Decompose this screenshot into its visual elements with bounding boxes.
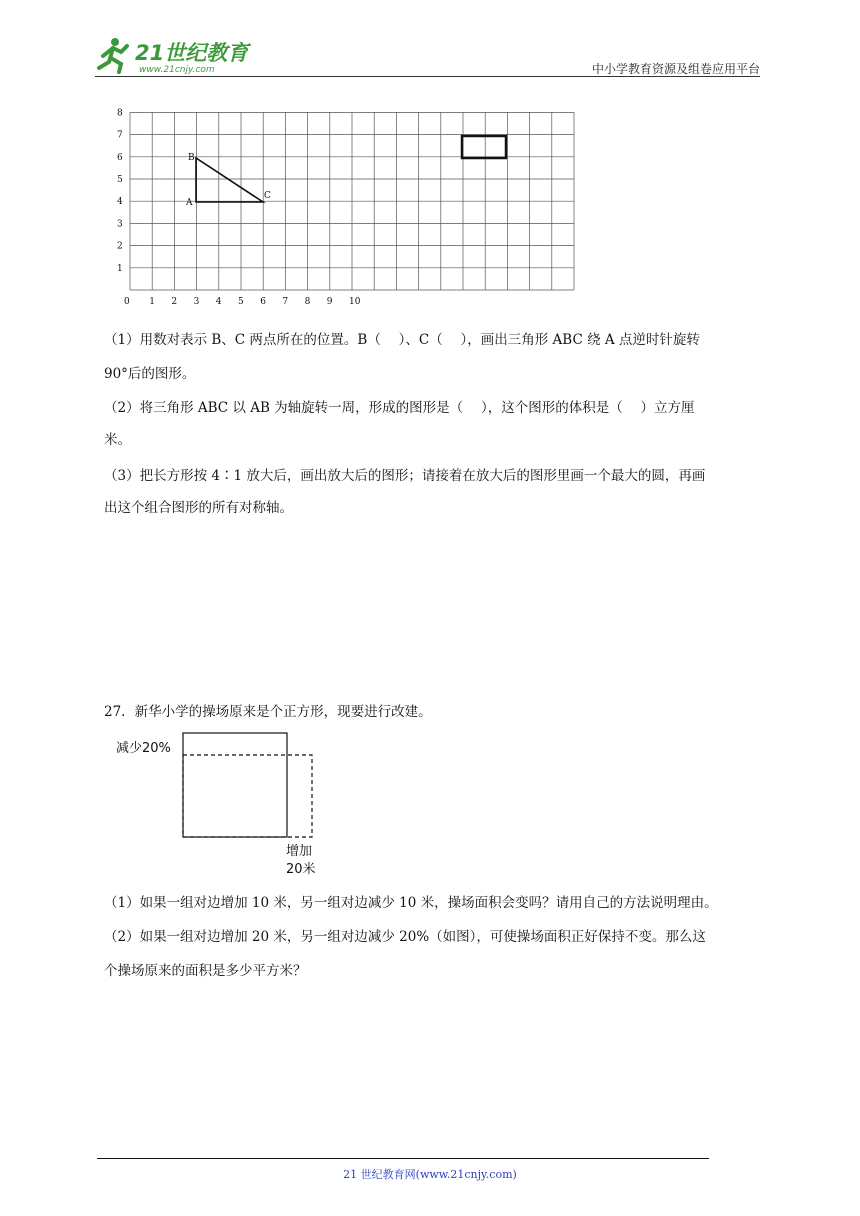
point-label-a: A [186, 198, 193, 208]
q26-part3-line1: （3）把长方形按 4∶1 放大后，画出放大后的图形；请接着在放大后的图形里画一个最大的圆，再画 [104, 468, 706, 484]
y-tick-label: 8 [117, 108, 123, 119]
y-axis-ticks [117, 108, 123, 273]
triangle-abc [196, 158, 263, 202]
x-tick-label: 3 [193, 297, 200, 307]
q26-part1-line2: 90°后的图形。 [104, 366, 196, 382]
x-tick-label: 7 [282, 297, 289, 307]
y-tick-label: 3 [117, 219, 123, 230]
label-increase-2: 20米 [286, 862, 316, 877]
original-square [183, 733, 287, 837]
x-tick-label: 4 [215, 297, 222, 307]
label-reduce: 减少20% [116, 741, 171, 756]
label-increase-1: 增加 [286, 844, 313, 859]
q26-part1-line1: （1）用数对表示 B、C 两点所在的位置。B（ ）、C（ ），画出三角形 ABC 绕 A 点逆时针旋转 [104, 332, 700, 348]
logo-main-text: 21世纪教育 [135, 41, 249, 65]
x-tick-label: 5 [238, 297, 244, 307]
runner-icon [99, 38, 127, 72]
point-label-b: B [188, 153, 195, 163]
page-header [95, 30, 760, 78]
q27-part1: （1）如果一组对边增加 10 米，另一组对边减少 10 米，操场面积会变吗？请用自己的方法说明理由。 [104, 895, 718, 911]
x-tick-label: 9 [326, 297, 333, 307]
x-tick-label: 8 [304, 297, 311, 307]
footer-text: 21 世纪教育网(www.21cnjy.com) [343, 1168, 517, 1181]
y-tick-label: 5 [117, 175, 123, 185]
point-label-c: C [264, 191, 271, 201]
footer-divider [97, 1158, 709, 1159]
playground-diagram [116, 725, 326, 880]
q26-part2-line1: （2）将三角形 ABC 以 AB 为轴旋转一周，形成的图形是（ ），这个图形的体积是（ ）立方厘 [104, 400, 695, 416]
x-tick-label: 6 [260, 297, 266, 307]
q26-part3-line2: 出这个组合图形的所有对称轴。 [104, 500, 293, 516]
coordinate-grid [108, 105, 578, 310]
x-tick-label: 10 [349, 297, 361, 307]
y-tick-label: 7 [117, 130, 123, 141]
modified-rectangle [183, 755, 312, 837]
q27-title: 27．新华小学的操场原来是个正方形，现要进行改建。 [104, 704, 432, 720]
x-tick-label: 1 [149, 297, 155, 307]
y-tick-label: 1 [117, 263, 123, 274]
y-tick-label: 6 [117, 152, 123, 163]
header-divider [95, 76, 760, 77]
x-tick-label: 0 [124, 297, 130, 307]
q26-part2-line2: 米。 [104, 432, 131, 448]
x-tick-label: 2 [171, 297, 178, 307]
header-tagline: 中小学教育资源及组卷应用平台 [591, 62, 760, 76]
x-axis-ticks [124, 297, 361, 307]
logo-url-text: www.21cnjy.com [139, 65, 215, 74]
small-rectangle [462, 136, 506, 158]
y-tick-label: 4 [117, 197, 123, 208]
q27-part2-line2: 个操场原来的面积是多少平方米？ [104, 963, 307, 979]
y-tick-label: 2 [117, 241, 123, 252]
q27-part2-line1: （2）如果一组对边增加 20 米，另一组对边减少 20%（如图），可使操场面积正好保持不变。那么这 [104, 929, 706, 945]
site-logo [95, 34, 265, 74]
